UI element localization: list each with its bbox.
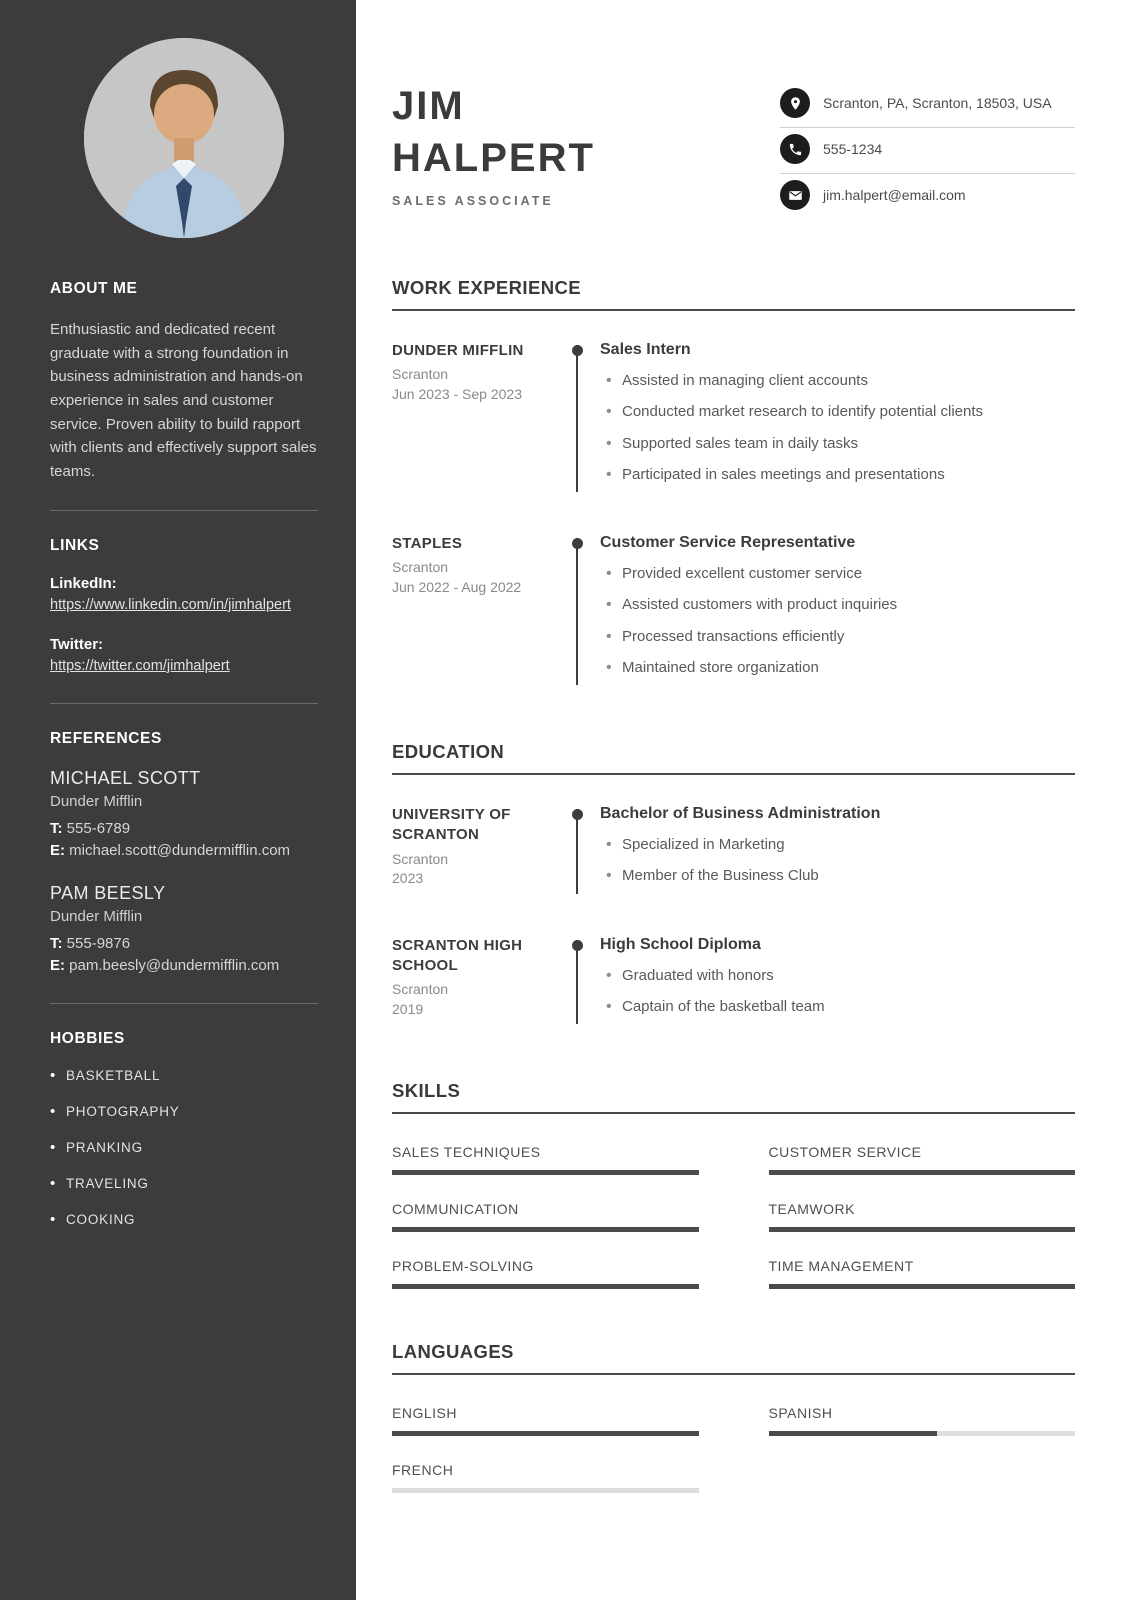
skill-item: [392, 1201, 699, 1232]
last-name: HALPERT: [392, 136, 595, 180]
work-entry-detail: [578, 341, 1075, 496]
skill-item: [392, 1258, 699, 1289]
skill-label: COMMUNICATION: [392, 1201, 519, 1217]
education-dates: 2019: [392, 1000, 424, 1017]
language-label: SPANISH: [768, 1405, 833, 1421]
skill-item: [769, 1144, 1076, 1175]
company-location: Scranton: [392, 366, 449, 383]
links-section: [50, 537, 318, 677]
language-bar-fill: [769, 1431, 938, 1436]
skill-bar: [392, 1284, 699, 1289]
language-item: [392, 1405, 699, 1436]
skill-label: PROBLEM-SOLVING: [392, 1258, 534, 1274]
references-section: [50, 730, 318, 977]
link-item-linkedin: [50, 575, 318, 616]
company-name: STAPLES: [392, 535, 463, 552]
skill-bar-fill: [769, 1227, 1076, 1232]
hobby-item: • TRAVELING: [50, 1176, 318, 1191]
skill-bar: [769, 1227, 1076, 1232]
degree-title: Bachelor of Business Administration: [600, 805, 881, 822]
timeline-line: [576, 538, 578, 685]
education-entry: [392, 936, 1075, 1029]
work-entry-detail: [578, 534, 1075, 689]
skills-grid: [392, 1144, 1075, 1289]
about-section: [50, 280, 318, 484]
hobbies-heading: HOBBIES: [50, 1029, 125, 1047]
skill-label: SALES TECHNIQUES: [392, 1144, 541, 1160]
contact-email-text: jim.halpert@email.com: [823, 187, 966, 203]
education-section: [392, 741, 1075, 1028]
header: [392, 80, 1075, 219]
phone-icon: [780, 134, 810, 164]
contact-row-location: [780, 82, 1075, 128]
skill-label: CUSTOMER SERVICE: [768, 1144, 922, 1160]
bullet-item: • Processed transactions efficiently: [604, 627, 1075, 647]
links-heading: LINKS: [50, 536, 100, 554]
contact-location-text: Scranton, PA, Scranton, 18503, USA: [823, 95, 1052, 111]
language-item: [392, 1462, 699, 1493]
phone-value: 555-6789: [66, 819, 131, 837]
skills-section: [392, 1080, 1075, 1289]
company-name: DUNDER MIFFLIN: [392, 342, 524, 359]
about-heading: ABOUT ME: [50, 280, 138, 297]
reference-item: [50, 883, 318, 977]
contact-row-email: [780, 174, 1075, 219]
education-entry: [392, 805, 1075, 898]
email-value: pam.beesly@dundermifflin.com: [69, 957, 280, 975]
skill-bar: [769, 1284, 1076, 1289]
twitter-label: Twitter:: [50, 635, 104, 653]
role-title: Customer Service Representative: [600, 534, 856, 551]
linkedin-link[interactable]: https://www.linkedin.com/in/jimhalpert: [50, 596, 291, 613]
language-label: ENGLISH: [392, 1405, 457, 1421]
education-entry-detail: [578, 805, 1075, 898]
degree-bullets: [600, 966, 1075, 1018]
language-bar: [392, 1431, 699, 1436]
location-icon: [780, 88, 810, 118]
degree-bullets: [600, 835, 1075, 887]
school-name: UNIVERSITY OF SCRANTON: [392, 806, 511, 844]
language-bar: [392, 1488, 699, 1493]
job-title: SALES ASSOCIATE: [392, 194, 554, 208]
reference-name: MICHAEL SCOTT: [50, 767, 201, 788]
references-heading: REFERENCES: [50, 729, 162, 747]
about-text: Enthusiastic and dedicated recent graduate with a strong foundation in business administration and hands-on experience in sales and customer service. Proven ability to build rapport with clients and effectively support sales teams.: [50, 321, 317, 481]
reference-company: Dunder Mifflin: [50, 792, 143, 810]
education-entry-meta: [392, 936, 554, 1029]
school-location: Scranton: [392, 981, 449, 997]
sidebar-divider: [50, 703, 318, 704]
skill-bar: [392, 1170, 699, 1175]
work-dates: Jun 2023 - Sep 2023: [392, 385, 522, 402]
education-entry-meta: [392, 805, 554, 898]
work-experience-heading: WORK EXPERIENCE: [392, 277, 1075, 311]
timeline-line: [576, 809, 578, 894]
contact-info: [780, 82, 1075, 219]
languages-grid: [392, 1405, 1075, 1493]
phone-value: 555-9876: [66, 935, 131, 953]
linkedin-label: LinkedIn:: [50, 574, 117, 592]
bullet-item: • Supported sales team in daily tasks: [604, 434, 1075, 454]
profile-photo: [84, 38, 284, 238]
work-entry-meta: [392, 534, 554, 689]
hobby-item: • BASKETBALL: [50, 1068, 318, 1083]
bullet-item: • Provided excellent customer service: [604, 564, 1075, 584]
education-dates: 2023: [392, 870, 424, 887]
hobby-item: • COOKING: [50, 1212, 318, 1227]
bullet-item: • Member of the Business Club: [604, 866, 1075, 886]
reference-item: [50, 768, 318, 862]
skill-item: [769, 1258, 1076, 1289]
work-dates: Jun 2022 - Aug 2022: [392, 578, 522, 595]
reference-phone: [50, 818, 318, 840]
phone-prefix: T:: [50, 935, 63, 953]
timeline-line: [576, 345, 578, 492]
company-location: Scranton: [392, 559, 449, 576]
languages-section: [392, 1341, 1075, 1493]
work-entry: [392, 341, 1075, 496]
language-bar-fill: [392, 1431, 699, 1436]
work-entry: [392, 534, 1075, 689]
language-item: [769, 1405, 1076, 1436]
skill-bar-fill: [392, 1227, 699, 1232]
name-block: [392, 80, 595, 208]
education-entry-detail: [578, 936, 1075, 1029]
role-bullets: [600, 371, 1075, 485]
language-label: FRENCH: [392, 1462, 454, 1478]
reference-name: PAM BEESLY: [50, 883, 166, 904]
skill-bar-fill: [769, 1284, 1076, 1289]
school-name: SCRANTON HIGH SCHOOL: [392, 936, 523, 974]
avatar-illustration: [84, 38, 284, 238]
bullet-item: • Maintained store organization: [604, 658, 1075, 678]
hobby-item: • PHOTOGRAPHY: [50, 1104, 318, 1119]
education-heading: EDUCATION: [392, 741, 1075, 775]
bullet-item: • Specialized in Marketing: [604, 835, 1075, 855]
twitter-link[interactable]: https://twitter.com/jimhalpert: [50, 657, 230, 674]
reference-company: Dunder Mifflin: [50, 908, 143, 926]
email-value: michael.scott@dundermifflin.com: [69, 841, 291, 859]
reference-email: [50, 840, 318, 862]
sidebar-divider: [50, 1003, 318, 1004]
email-icon: [780, 180, 810, 210]
reference-email: [50, 955, 318, 977]
bullet-item: • Participated in sales meetings and presentations: [604, 465, 1075, 485]
timeline-line: [576, 940, 578, 1025]
skill-label: TIME MANAGEMENT: [768, 1258, 914, 1274]
phone-prefix: T:: [50, 819, 63, 837]
bullet-item: • Assisted customers with product inquiries: [604, 595, 1075, 615]
sidebar-divider: [50, 510, 318, 511]
degree-title: High School Diploma: [600, 935, 761, 953]
reference-phone: [50, 933, 318, 955]
bullet-item: • Captain of the basketball team: [604, 997, 1075, 1017]
work-entry-meta: [392, 341, 554, 496]
skill-bar: [392, 1227, 699, 1232]
skill-bar-fill: [392, 1284, 699, 1289]
email-prefix: E:: [50, 841, 65, 859]
skills-heading: SKILLS: [392, 1080, 1075, 1114]
main-content: [356, 0, 1130, 1600]
bullet-item: • Assisted in managing client accounts: [604, 371, 1075, 391]
email-prefix: E:: [50, 957, 65, 975]
skill-label: TEAMWORK: [768, 1201, 855, 1217]
role-bullets: [600, 564, 1075, 678]
link-item-twitter: [50, 636, 318, 677]
skill-bar: [769, 1170, 1076, 1175]
sidebar: [0, 0, 356, 1600]
bullet-item: • Graduated with honors: [604, 966, 1075, 986]
hobbies-section: [50, 1030, 318, 1227]
language-bar: [769, 1431, 1076, 1436]
skill-bar-fill: [392, 1170, 699, 1175]
skill-item: [769, 1201, 1076, 1232]
hobby-list: [50, 1068, 318, 1227]
hobby-item: • PRANKING: [50, 1140, 318, 1155]
skill-bar-fill: [769, 1170, 1076, 1175]
school-location: Scranton: [392, 850, 449, 867]
bullet-item: • Conducted market research to identify potential clients: [604, 402, 1075, 422]
work-experience-section: [392, 277, 1075, 689]
role-title: Sales Intern: [600, 341, 691, 358]
languages-heading: LANGUAGES: [392, 1341, 1075, 1375]
skill-item: [392, 1144, 699, 1175]
first-name: JIM: [392, 84, 465, 128]
contact-row-phone: [780, 128, 1075, 174]
contact-phone-text: 555-1234: [823, 141, 883, 157]
